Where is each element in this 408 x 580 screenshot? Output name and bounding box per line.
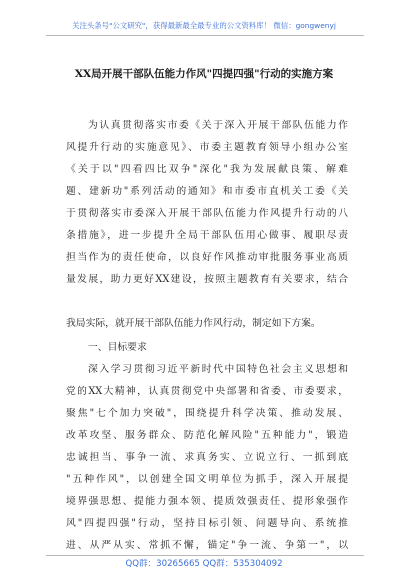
paragraph-line: 《关于以"四看四比双争"深化"我为发展献良策、解难 <box>66 164 348 175</box>
header-notice: 关注头条号"公文研究"，获得最新最全最专业的公文资料库！ 微信：gongwenyj <box>72 21 336 30</box>
section-heading: 一、目标要求 <box>88 342 147 353</box>
paragraph-line: 风"四提四强"行动，坚持目标引领、问题导向、系统推 <box>66 518 348 529</box>
paragraph-line: 深入学习贯彻习近平新时代中国特色社会主义思想和 <box>88 364 348 375</box>
paragraph-line: 条措施》，进一步提升全局干部队伍用心做事、履职尽责 <box>66 230 348 241</box>
paragraph-line: 改革攻坚、服务群众、防范化解风险"五种能力"，锻造 <box>66 430 348 441</box>
paragraph-line: 风提升行动的实施意见》、市委主题教育领导小组办公室 <box>66 142 348 153</box>
header-divider <box>46 35 364 36</box>
paragraph-line: 量发展，助力更好XX建设，按照主题教育有关要求，结合 <box>66 274 348 285</box>
paragraph-line: 忠诚担当、事争一流、求真务实、立说立行、一抓到底 <box>66 452 348 463</box>
paragraph-line: 党的XX大精神，认真贯彻党中央部署和省委、市委要求， <box>66 386 348 397</box>
paragraph-line: 为认真贯彻落实市委《关于深入开展干部队伍能力作 <box>88 120 348 131</box>
paragraph-line: 题、建新功"系列活动的通知》和市委市直机关工委《关 <box>66 186 348 197</box>
paragraph-line: 担当作为的责任使命，以良好作风推动审批服务事业高质 <box>66 252 348 263</box>
paragraph-line: 聚焦"七个加力突破"，围绕提升科学决策、推动发展、 <box>66 408 348 419</box>
footer-divider <box>46 555 364 556</box>
paragraph-line: 我局实际，就开展干部队伍能力作风行动，制定如下方案。 <box>66 318 321 329</box>
paragraph-line: 进、从严从实、常抓不懈，锚定"争一流、争第一"，以 <box>66 540 348 551</box>
footer-contact: QQ群：30265665 QQ群：535304092 <box>125 559 283 569</box>
paragraph-line: 于贯彻落实市委深入开展干部队伍能力作风提升行动的八 <box>66 208 348 219</box>
paragraph-line: "五种作风"，以创建全国文明单位为抓手，深入开展提 <box>66 474 348 485</box>
document-title: XX局开展干部队伍能力作风"四提四强"行动的实施方案 <box>74 68 334 80</box>
paragraph-line: 境界强思想、提能力强本领、提质效强责任、提形象强作 <box>66 496 348 507</box>
